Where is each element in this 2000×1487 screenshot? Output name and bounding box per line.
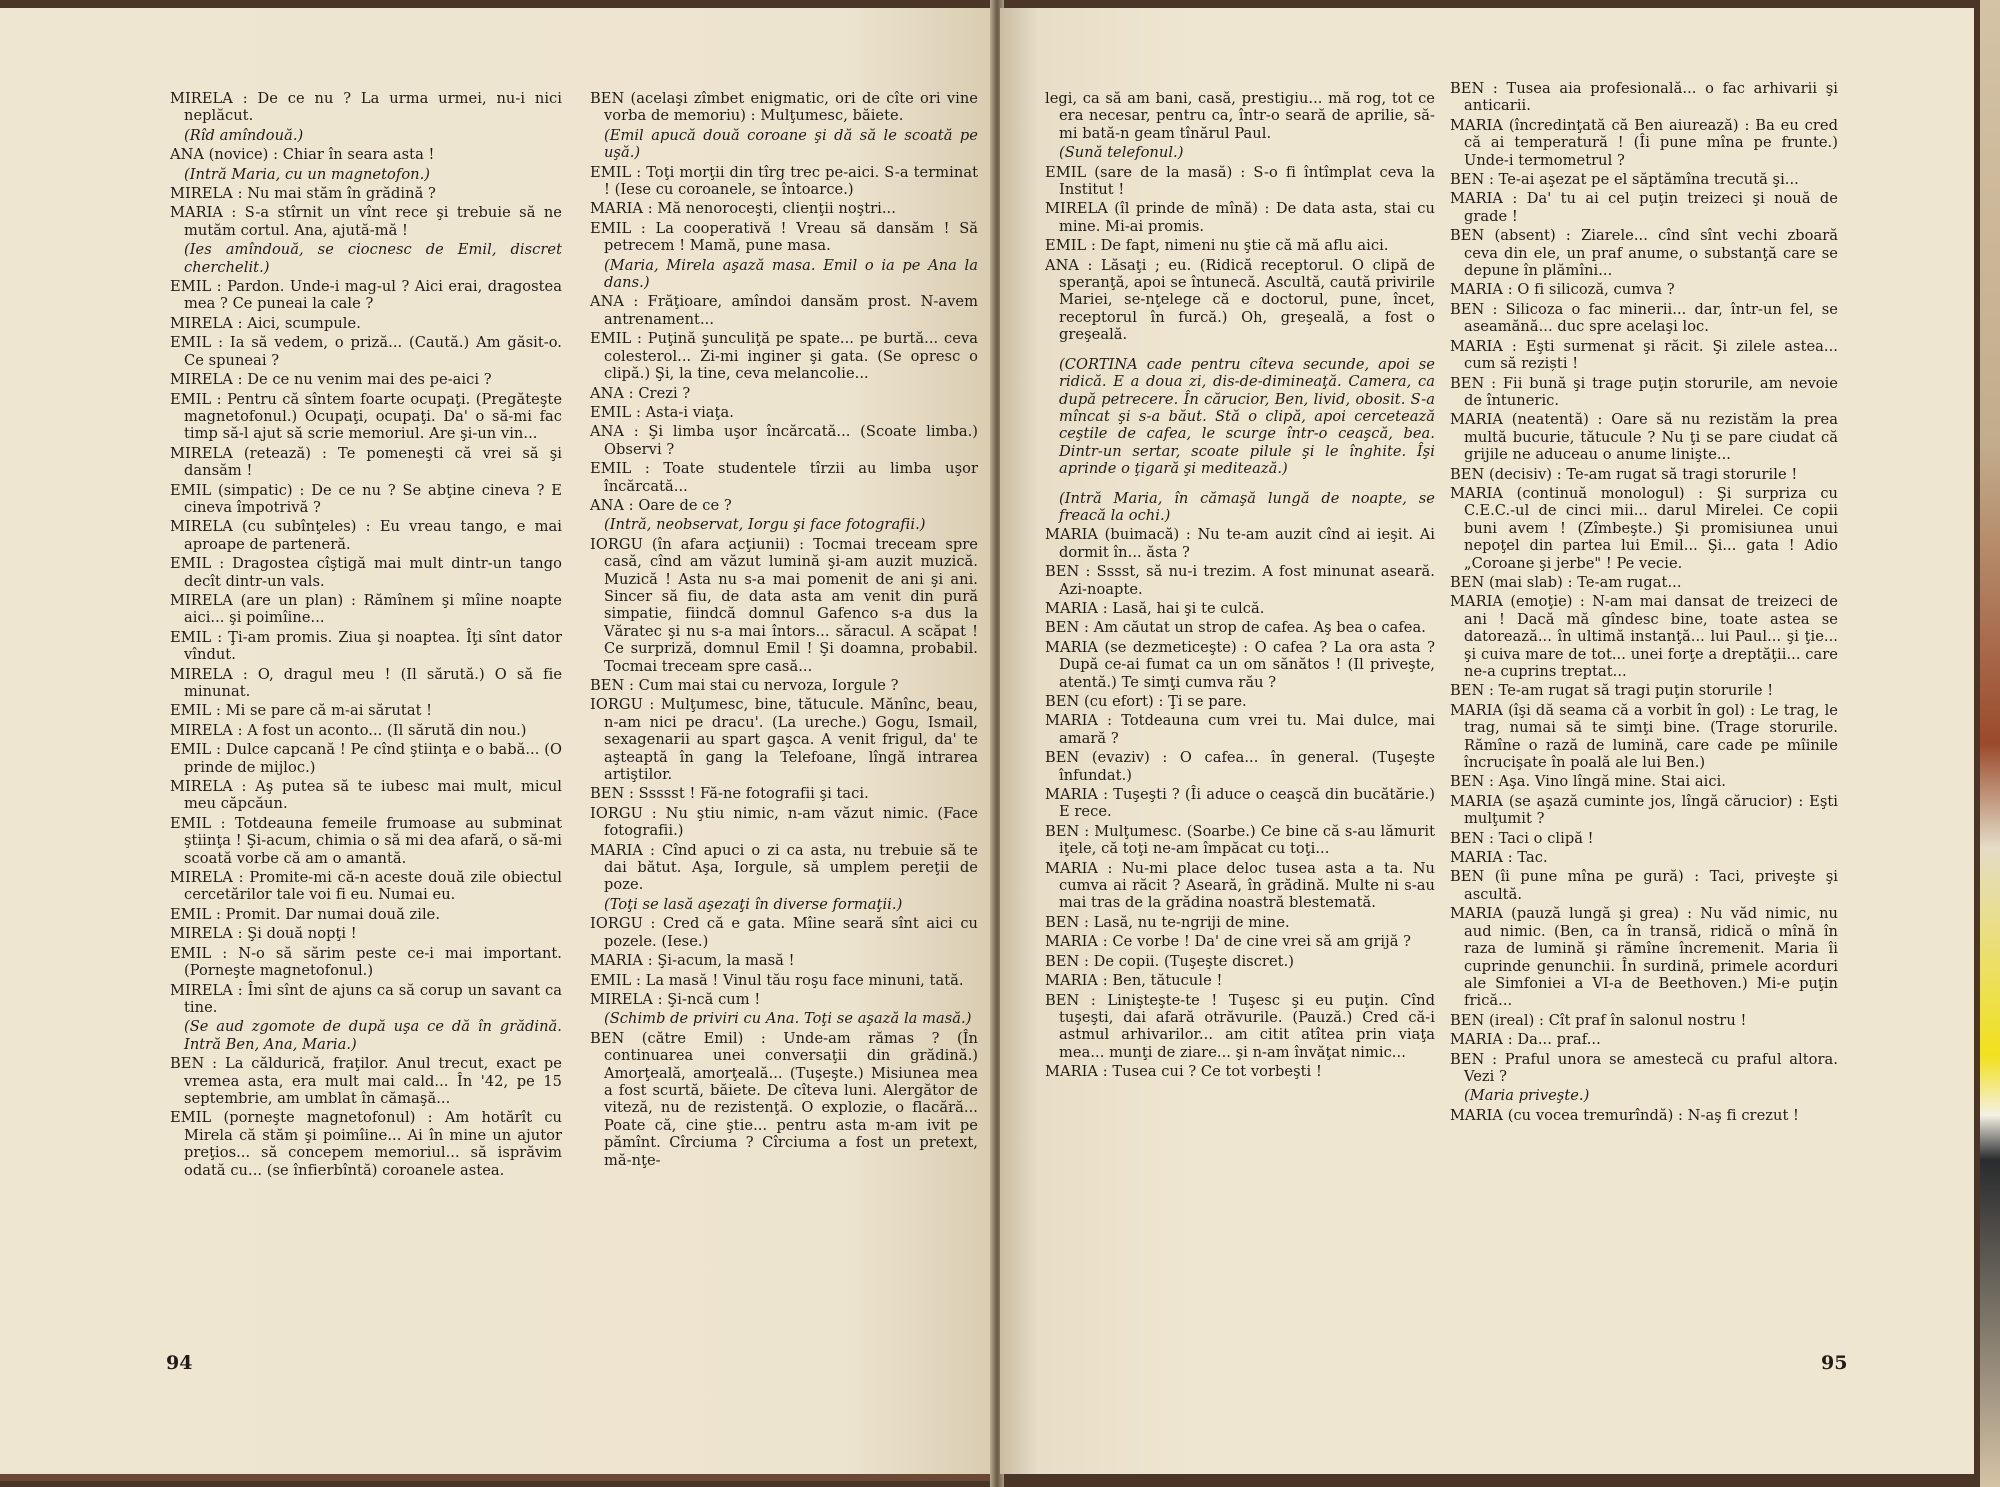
page-edge-strip (1980, 0, 2000, 1487)
text-line: BEN (către Emil) : Unde-am rămas ? (În continuarea unei conversaţii din grădină.) Amorţeală, amorţeală... (Tuşeşte.) Misiunea mea a fost scurtă, băiete. De cîteva luni. Alergător de viteză, nu de rezistenţă. O explozie, o flacără... Poate că, cine ştie... pentru asta m-am ivit pe pămînt. Cîrciuma ? Cîrciuma a fost un pretext, mă-nţe- (590, 1029, 978, 1169)
text-line: IORGU : Cred că e gata. Mîine seară sînt aici cu pozele. (Iese.) (590, 915, 978, 950)
text-line: BEN (îi pune mîna pe gură) : Taci, priveşte şi ascultă. (1450, 868, 1838, 903)
text-line: MARIA : Ce vorbe ! Da' de cine vrei să am grijă ? (1045, 933, 1412, 951)
text-line: ANA : Şi limba uşor încărcată... (Scoate limba.) Observi ? (590, 423, 978, 458)
text-line: MARIA (cu vocea tremurîndă) : N-aş fi crezut ! (1450, 1106, 1799, 1124)
text-line: (Ies amîndouă, se ciocnesc de Emil, discret cherchelit.) (184, 241, 562, 276)
text-line: BEN (absent) : Ziarele... cînd sînt vechi zboară ceva din ele, un praf anume, o substanţă care se depune în plămîni... (1450, 227, 1838, 280)
text-line: ANA : Crezi ? (590, 384, 691, 402)
text-line: EMIL : De fapt, nimeni nu ştie că mă aflu aici. (1045, 237, 1389, 255)
text-line: IORGU : Mulţumesc, bine, tătucule. Mănînc, beau, n-am nici pe dracu'. (La ureche.) Gogu, Ismail, sexagenarii au spart gaşca. A venit frigul, da' te aşteaptă în gang la Telefoane, lîngă intrarea artiştilor. (590, 696, 978, 784)
text-line: BEN : Tusea aia profesională... o fac arhivarii şi anticarii. (1450, 80, 1838, 115)
text-line: (Intră Maria, cu un magnetofon.) (184, 165, 431, 183)
text-line: BEN : De copii. (Tuşeşte discret.) (1045, 952, 1294, 970)
text-line: EMIL : Dragostea cîştigă mai mult dintr-un tango decît dintr-un vals. (170, 555, 562, 590)
text-line: EMIL : Puţină şunculiţă pe spate... pe burtă... ceva colesterol... Zi-mi inginer şi gata. (Se opresc o clipă.) Şi, la tine, ceva melancolie... (590, 330, 978, 383)
text-line: EMIL : Toate studentele tîrzii au limba uşor încărcată... (590, 460, 978, 495)
text-line: BEN : Mulţumesc. (Soarbe.) Ce bine că s-au lămurit iţele, că toţi ne-am împăcat cu toţi... (1045, 822, 1435, 858)
text-line: MARIA : O fi silicoză, cumva ? (1450, 281, 1675, 299)
text-line: MIRELA : De ce nu ? La urma urmei, nu-i nici neplăcut. (170, 90, 562, 125)
text-line: (Maria priveşte.) (1464, 1087, 1590, 1105)
text-line: (Sună telefonul.) (1059, 144, 1184, 162)
text-line: ANA : Frăţioare, amîndoi dansăm prost. N-avem antrenament... (590, 293, 978, 328)
text-line: MARIA (emoţie) : N-am mai dansat de treizeci de ani ! Dacă mă gîndesc bine, toate astea se datorează... în ultimă instanţă... lui Paul... şi ţie... şi cuiva mare de tot... unei forţe a dreptăţii... care ne-a cuprins treptat... (1450, 593, 1838, 680)
text-line: MARIA : Mă nenoroceşti, clienţii noştri... (590, 200, 896, 218)
text-line: MARIA : Şi-acum, la masă ! (590, 952, 795, 970)
text-line: MARIA (buimacă) : Nu te-am auzit cînd ai ieşit. Ai dormit în... ăsta ? (1045, 526, 1435, 561)
text-line: EMIL : N-o să sărim peste ce-i mai important. (Porneşte magnetofonul.) (170, 944, 562, 980)
text-line: EMIL (porneşte magnetofonul) : Am hotărît cu Mirela că stăm şi poimîine... Ai în mine un ajutor preţios... să concepem memoriul... să isprăvim odată cu... (se înfierbîntă) coroanele astea. (170, 1109, 562, 1179)
text-line: MARIA (încredinţată că Ben aiurează) : Ba eu cred că ai temperatură ! (Îi pune mîna pe frunte.) Unde-i termometrul ? (1450, 116, 1838, 169)
text-line: (Emil apucă două coroane şi dă să le scoată pe uşă.) (604, 126, 978, 162)
text-line: MIRELA : A fost un aconto... (Il sărută din nou.) (170, 721, 527, 739)
text-line: MARIA (îşi dă seama că a vorbit în gol) : Le trag, le trag, numai să te simţi bine. (Trage storurile. Rămîne o rază de lumină, care cade pe mîinile încrucişate în poală ale lui Ben.) (1450, 701, 1838, 772)
text-line: BEN : La căldurică, fraţilor. Anul trecut, exact pe vremea asta, era mult mai cald... În '42, pe 15 septembrie, am umblat în cămaşă... (170, 1055, 562, 1107)
text-line: MIRELA : Şi-ncă cum ! (590, 990, 761, 1008)
text-line: (Schimb de priviri cu Ana. Toţi se aşază la masă.) (604, 1010, 972, 1028)
text-line: MIRELA (îl prinde de mînă) : De data asta, stai cu mine. Mi-ai promis. (1045, 200, 1435, 235)
left-page-column-2 (590, 90, 978, 1171)
text-line: (Intră, neobservat, Iorgu şi face fotografii.) (604, 516, 926, 534)
text-line: EMIL : Asta-i viaţa. (590, 403, 734, 421)
text-line: BEN (mai slab) : Te-am rugat... (1450, 573, 1682, 591)
text-line: EMIL : Pardon. Unde-i mag-ul ? Aici erai, dragostea mea ? Ce puneai la cale ? (170, 278, 562, 313)
text-line: MIRELA : Îmi sînt de ajuns ca să corup un savant ca tine. (170, 981, 562, 1016)
text-line: ANA : Oare de ce ? (590, 496, 732, 514)
text-line: EMIL : Totdeauna femeile frumoase au subminat ştiinţa ! Şi-acum, chimia o să mi dea afară, o să-mi scoată vorbe că am o amantă. (170, 814, 562, 867)
text-line: EMIL : Toţi morţii din tîrg trec pe-aici. S-a terminat ! (Iese cu coroanele, se întoarce.) (590, 163, 978, 199)
text-line: BEN : Linişteşte-te ! Tuşesc şi eu puţin. Cînd tuşeşti, dai afară otrăvurile. (Pauză.) Cred că-i astmul arhivarilor... am citit atîtea prin viaţa mea... munţi de ziare... şi n-am învăţat nimic... (1045, 991, 1435, 1061)
text-line: MARIA (pauză lungă şi grea) : Nu văd nimic, nu aud nimic. (Ben, ca în transă, ridică o mînă în raza de lumină şi rămîne încremenit. Maria îi cuprinde genunchii. În surdină, primele acorduri ale Simfoniei a VI-a de Beethoven.) Mi-e puţin frică... (1450, 905, 1838, 1010)
text-line: MARIA (continuă monologul) : Şi surpriza cu C.E.C.-ul de cinci mii... darul Mirelei. Ce copii buni avem ! (Zîmbeşte.) Şi promisiunea unui nepoţel din partea lui Emil... Şi... gata ! Adio „Coroane şi jerbe" ! Pe vecie. (1450, 484, 1838, 572)
text-line: BEN : Te-am rugat să tragi puţin storurile ! (1450, 682, 1774, 700)
text-line: BEN (evaziv) : O cafea... în general. (Tuşeşte înfundat.) (1045, 749, 1435, 784)
text-line: (Se aud zgomote de după uşa ce dă în grădină. Intră Ben, Ana, Maria.) (184, 1018, 562, 1053)
text-line: BEN (acelaşi zîmbet enigmatic, ori de cîte ori vine vorba de memoriu) : Mulţumesc, băiete. (590, 90, 978, 125)
text-line: EMIL : Pentru că sîntem foarte ocupaţi. (Pregăteşte magnetofonul.) Ocupaţi, ocupaţi. Da' o să-mi fac timp să-l ajut să scrie memoriul. Are şi-un vin... (170, 390, 562, 443)
text-line: IORGU (în afara acţiunii) : Tocmai treceam spre casă, cînd am văzut lumină şi-am auzit muzică. Muzică ! Asta nu s-a mai pomenit de ani şi ani. Sincer să fiu, de data asta am venit din pură simpatie, fiindcă domnul Gafenco s-a dus la Văratec şi nu s-a mai întors... săracul. A scăpat ! Ce surpriză, domnul Emil ! Şi doamna, probabil. Tocmai treceam spre casă... (590, 535, 978, 675)
text-line: MARIA (se aşază cuminte jos, lîngă cărucior) : Eşti mulţumit ? (1450, 792, 1838, 828)
text-line: MARIA : Tuşeşti ? (Îi aduce o ceaşcă din bucătărie.) E rece. (1045, 786, 1435, 821)
text-line: BEN : Ssssst ! Fă-ne fotografii şi taci. (590, 785, 869, 803)
text-line: MIRELA : De ce nu venim mai des pe-aici ? (170, 371, 492, 389)
text-line: EMIL : Mi se pare că m-ai sărutat ! (170, 702, 433, 720)
text-line: (Intră Maria, în cămaşă lungă de noapte, se freacă la ochi.) (1059, 489, 1435, 524)
text-line: EMIL (sare de la masă) : S-o fi întîmplat ceva la Institut ! (1045, 163, 1435, 199)
text-line: MARIA (se dezmeticeşte) : O cafea ? La ora asta ? După ce-ai fumat ca un om sănătos ! (Il priveşte, atentă.) Te simţi cumva rău ? (1045, 638, 1435, 691)
text-line: BEN (cu efort) : Ţi se pare. (1045, 693, 1247, 710)
text-line: BEN : Te-ai aşezat pe el săptămîna trecută şi... (1450, 171, 1799, 189)
text-line: MARIA : Lasă, hai şi te culcă. (1045, 599, 1265, 617)
text-line: (CORTINA cade pentru cîteva secunde, apoi se ridică. E a doua zi, dis-de-dimineaţă. Camera, ca după petrecere. În cărucior, Ben, livid, obosit. S-a mîncat şi s-a băut. Stă o clipă, apoi cercetează ceştile de cafea, le scurge într-o ceaşcă, bea. Dintr-un sertar, scoate pilule şi le înghite. Îşi aprinde o ţigară şi meditează.) (1059, 355, 1435, 478)
text-line: MARIA : Da... praf... (1450, 1031, 1601, 1049)
text-line: IORGU : Nu ştiu nimic, n-am văzut nimic. (Face fotografii.) (590, 804, 978, 840)
text-line: MARIA : Da' tu ai cel puţin treizeci şi nouă de grade ! (1450, 190, 1838, 225)
page-number-right: 95 (1821, 1352, 1848, 1374)
text-line: BEN : Praful unora se amestecă cu praful altora. Vezi ? (1450, 1050, 1838, 1085)
text-line (1045, 346, 1435, 356)
left-page (0, 8, 994, 1481)
text-line: BEN (decisiv) : Te-am rugat să tragi storurile ! (1450, 465, 1798, 483)
text-line: (Maria, Mirela aşază masa. Emil o ia pe Ana la dans.) (604, 256, 978, 292)
text-line: MARIA : Tusea cui ? Ce tot vorbeşti ! (1045, 1063, 1322, 1081)
text-line: EMIL : La masă ! Vinul tău roşu face minuni, tată. (590, 971, 964, 989)
text-line: BEN : Taci o clipă ! (1450, 829, 1594, 847)
text-line: EMIL : Promit. Dar numai două zile. (170, 905, 441, 923)
right-page (1000, 8, 1974, 1474)
text-line: MARIA : Cînd apuci o zi ca asta, nu trebuie să te dai bătut. Aşa, Iorgule, să umplem pereţii de poze. (590, 841, 978, 894)
text-line: MIRELA : Aş putea să te iubesc mai mult, micul meu căpcăun. (170, 778, 562, 813)
text-line: MIRELA (are un plan) : Rămînem şi mîine noapte aici... şi poimîine... (170, 591, 562, 627)
text-line: MIRELA : Şi două nopţi ! (170, 925, 357, 943)
text-line: EMIL : Dulce capcană ! Pe cînd ştiinţa e o babă... (O prinde de mijloc.) (170, 741, 562, 776)
text-line: BEN : Fii bună şi trage puţin storurile, am nevoie de întuneric. (1450, 374, 1838, 409)
text-line: (Rîd amîndouă.) (184, 126, 304, 144)
text-line: legi, ca să am bani, casă, prestigiu... mă rog, tot ce era necesar, pentru ca, într-o seară de aprilie, să-mi bată-n geam tînărul Paul. (1045, 90, 1435, 142)
text-line: BEN : Am căutat un strop de cafea. Aş bea o cafea. (1045, 619, 1426, 637)
text-line: BEN (ireal) : Cît praf în salonul nostru ! (1450, 1011, 1747, 1029)
text-line: MIRELA : Promite-mi că-n aceste două zile obiectul cercetărilor tale voi fi eu. Numai eu. (170, 869, 562, 904)
left-page-column-1 (170, 90, 562, 1181)
text-line: BEN : Cum mai stai cu nervoza, Iorgule ? (590, 677, 899, 694)
text-line: EMIL : Ia să vedem, o priză... (Caută.) Am găsit-o. Ce spuneai ? (170, 334, 562, 369)
text-line: MIRELA (retează) : Te pomeneşti că vrei să şi dansăm ! (170, 444, 562, 480)
text-line: (Toţi se lasă aşezaţi în diverse formaţii.) (604, 895, 903, 913)
text-line: ANA : Lăsaţi ; eu. (Ridică receptorul. O clipă de speranţă, apoi se întunecă. Ascultă, caută privirile Mariei, se-nţelege că e doctorul, pune, încet, receptorul în furcă.) Oh, greşeală, a fost o greşeală. (1045, 256, 1435, 344)
text-line: BEN : Aşa. Vino lîngă mine. Stai aici. (1450, 773, 1726, 791)
text-line: MIRELA : O, dragul meu ! (Il sărută.) O să fie minunat. (170, 665, 562, 700)
text-line: EMIL (simpatic) : De ce nu ? Se abţine cineva ? E cineva împotrivă ? (170, 481, 562, 516)
right-page-column-2 (1450, 80, 1838, 1126)
text-line: MARIA : Nu-mi place deloc tusea asta a ta. Nu cumva ai răcit ? Aseară, în grădină. Multe ni s-au mai tras de la grădina noastră blestemată. (1045, 859, 1435, 912)
text-line: MARIA : Ben, tătucule ! (1045, 972, 1223, 990)
text-line: MIRELA (cu subînţeles) : Eu vreau tango, e mai aproape de parteneră. (170, 518, 562, 553)
text-line: MARIA : Totdeauna cum vrei tu. Mai dulce, mai amară ? (1045, 712, 1435, 747)
text-line (1045, 480, 1435, 490)
text-line: BEN : Sssst, să nu-i trezim. A fost minunat aseară. Azi-noapte. (1045, 563, 1435, 598)
text-line: MARIA : Eşti surmenat şi răcit. Şi zilele astea... cum să reziști ! (1450, 337, 1838, 373)
text-line: MARIA (neatentă) : Oare să nu rezistăm la prea multă bucurie, tătucule ? Nu ţi se pare ciudat că grijile ne aduceau o anume linişte... (1450, 411, 1838, 464)
text-line: MIRELA : Nu mai stăm în grădină ? (170, 185, 436, 203)
page-number-left: 94 (166, 1352, 193, 1374)
text-line: BEN : Silicoza o fac minerii... dar, într-un fel, se aseamănă... duc spre acelaşi loc. (1450, 300, 1838, 336)
text-line: EMIL : Ţi-am promis. Ziua şi noaptea. Îţi sînt dator vîndut. (170, 628, 562, 664)
text-line: MIRELA : Aici, scumpule. (170, 314, 361, 332)
text-line: MARIA : S-a stîrnit un vînt rece şi trebuie să ne mutăm cortul. Ana, ajută-mă ! (170, 204, 562, 239)
text-line: ANA (novice) : Chiar în seara asta ! (170, 146, 435, 164)
text-line: EMIL : La cooperativă ! Vreau să dansăm ! Să petrecem ! Mamă, pune masa. (590, 219, 978, 255)
text-line: MARIA : Tac. (1450, 849, 1548, 867)
text-line: BEN : Lasă, nu te-ngriji de mine. (1045, 913, 1290, 931)
right-page-column-1 (1045, 90, 1435, 1083)
